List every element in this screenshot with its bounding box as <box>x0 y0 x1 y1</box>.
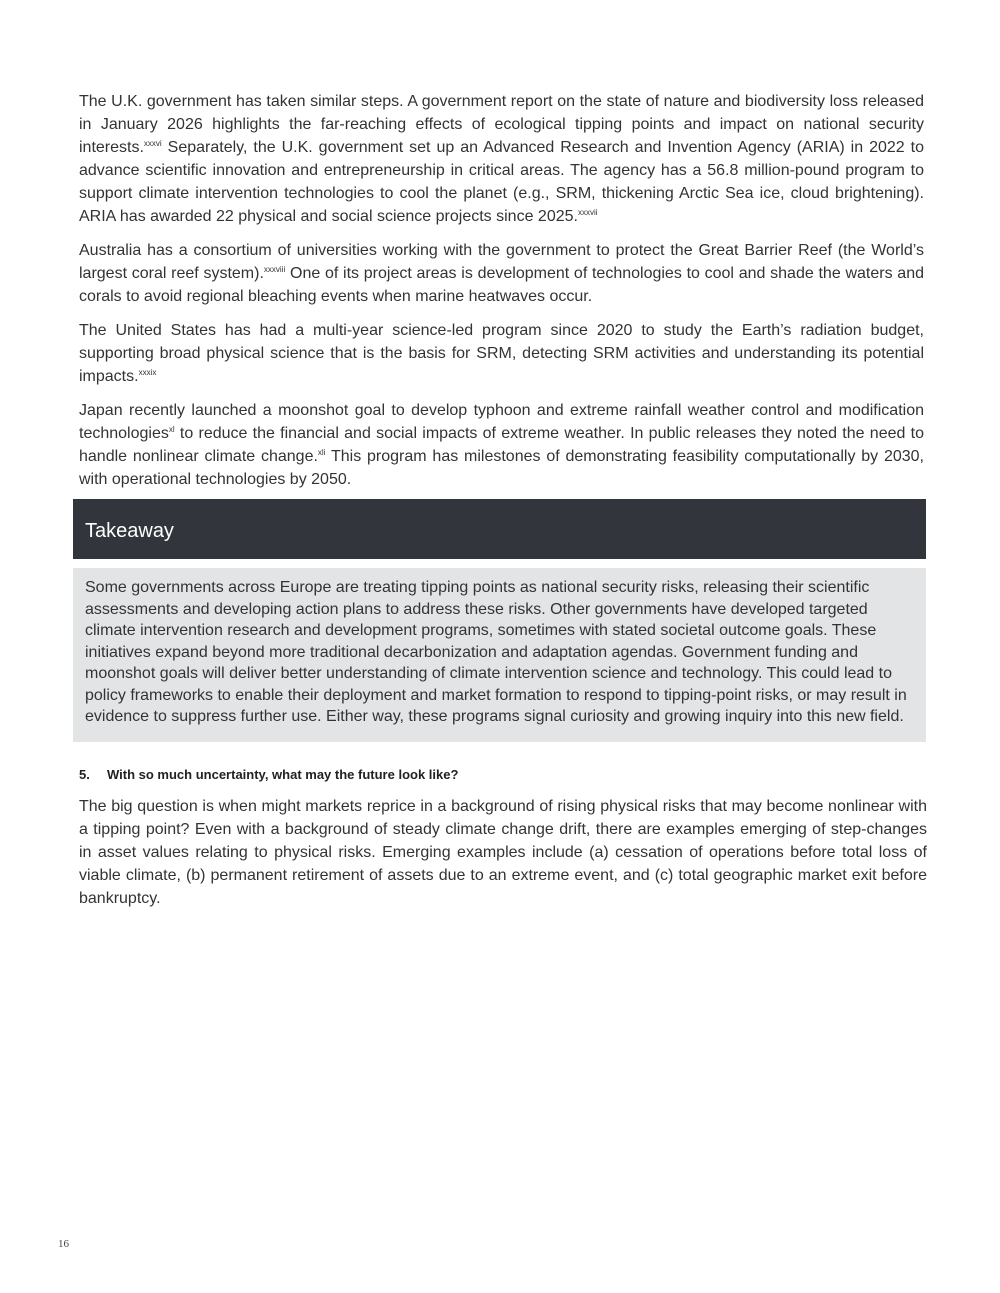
endnote-ref[interactable]: xxxix <box>138 368 157 377</box>
paragraph-uk <box>79 90 924 228</box>
section-number: 5. <box>79 767 90 782</box>
paragraph-text: The United States has had a multi-year science-led program since 2020 to study the Earth’s radiation budget, supporting broad physical science that is the basis for SRM, detecting SRM activities and understanding its potential impacts. <box>79 322 924 385</box>
section-heading <box>79 766 927 784</box>
section-body: The big question is when might markets reprice in a background of rising physical risks that may become nonlinear with a tipping point? Even with a background of steady climate change drift, there are examples emerging of step-changes in asset values relating to physical risks. Emerging examples include (a) cessation of operations before total loss of viable climate, (b) permanent retirement of assets due to an extreme event, and (c) total geographic market exit before bankruptcy. <box>79 798 927 907</box>
paragraph-australia <box>79 239 924 308</box>
paragraph-text: Separately, the U.K. government set up an Advanced Research and Invention Agency (ARIA) in 2022 to advance scientific innovation and entrepreneurship in critical areas. The agency has a 56.8 million-pound program to support climate intervention technologies to cool the planet (e.g., SRM, thickening Arctic Sea ice, cloud brightening). ARIA has awarded 22 physical and social science projects since 2025. <box>79 139 924 225</box>
paragraph-text: One of its project areas is development of technologies to cool and shade the waters and corals to avoid regional bleaching events when marine heatwaves occur. <box>79 265 924 305</box>
takeaway-box <box>73 499 926 742</box>
paragraph-text: Australia has a consortium of universities working with the government to protect the Great Barrier Reef (the World’s largest coral reef system). <box>79 242 924 282</box>
endnote-ref[interactable]: xli <box>317 448 326 457</box>
endnote-ref[interactable]: xl <box>168 425 175 434</box>
section-title: With so much uncertainty, what may the future look like? <box>107 767 459 782</box>
paragraph-text: This program has milestones of demonstrating feasibility computationally by 2030, with operational technologies by 2050. <box>79 448 925 488</box>
endnote-ref[interactable]: xxxvii <box>577 208 598 217</box>
endnote-ref[interactable]: xxxviii <box>263 265 286 274</box>
page-number: 16 <box>58 1238 69 1250</box>
paragraph-united-states <box>79 319 924 388</box>
body-text <box>79 90 924 502</box>
takeaway-title: Takeaway <box>73 499 926 559</box>
endnote-ref[interactable]: xxxvi <box>143 139 162 148</box>
paragraph-text: Japan recently launched a moonshot goal to develop typhoon and extreme rainfall weather control and modification technologies <box>79 402 924 442</box>
takeaway-body: Some governments across Europe are treating tipping points as national security risks, releasing their scientific assessments and developing action plans to address these risks. Other governments have developed targeted climate intervention research and development programs, sometimes with stated societal outcome goals. These initiatives expand beyond more traditional decarbonization and adaptation agendas. Government funding and moonshot goals will deliver better understanding of climate intervention science and technology. This could lead to policy frameworks to enable their deployment and market formation to respond to tipping-point risks, or may result in evidence to suppress further use. Either way, these programs signal curiosity and growing inquiry into this new field. <box>73 568 926 742</box>
section-5 <box>79 766 927 921</box>
paragraph-text: The U.K. government has taken similar steps. A government report on the state of nature and biodiversity loss released in January 2026 highlights the far-reaching effects of ecological tipping points and impact on national security interests. <box>79 93 924 156</box>
paragraph-text: to reduce the financial and social impacts of extreme weather. In public releases they noted the need to handle nonlinear climate change. <box>79 425 924 465</box>
paragraph-japan <box>79 399 924 491</box>
